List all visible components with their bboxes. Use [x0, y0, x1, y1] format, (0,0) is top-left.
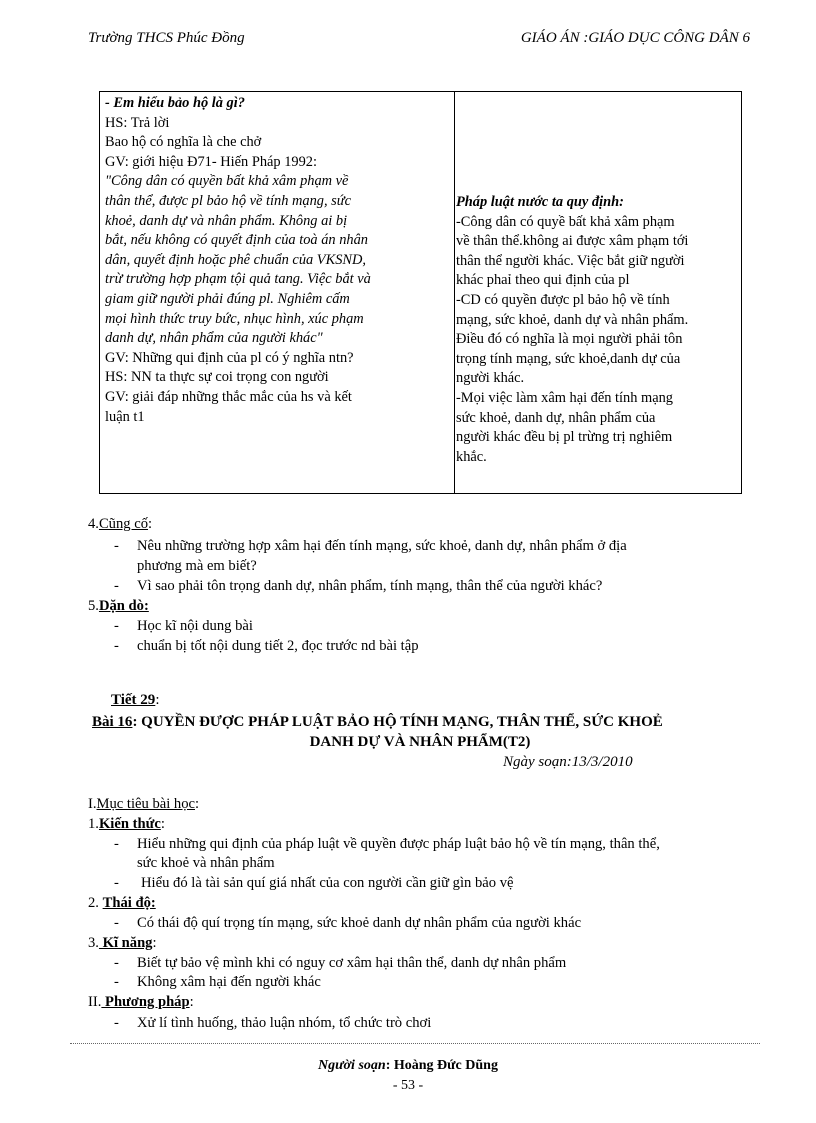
section-title: Dặn dò:	[98, 598, 149, 614]
bullet-dash: -	[114, 836, 119, 852]
text-line: mạng, sức khoẻ, danh dự và nhân phẩm.	[456, 311, 689, 328]
list-item: Nêu những trường hợp xâm hại đến tính mạng, sức khoẻ, danh dự, nhân phẩm ở địa	[137, 538, 627, 554]
bullet-dash: -	[114, 1015, 119, 1031]
list-item: Hiểu những qui định của pháp luật về quyền được pháp luật bảo hộ về tín mạng, thân thể,	[137, 836, 660, 852]
text-line: Bao hộ có nghĩa là che chở	[105, 134, 262, 151]
text-line: HS: Trả lời	[105, 114, 170, 131]
header-school: Trường THCS Phúc Đồng	[88, 30, 245, 46]
bullet-dash: -	[114, 955, 119, 971]
list-item: Xử lí tình huống, thảo luận nhóm, tổ chức trò chơi	[137, 1015, 432, 1031]
text-line: người khác đều bị pl trừng trị nghiêm	[456, 429, 673, 446]
section-cungco-heading: 4.Cũng cố:	[88, 516, 153, 532]
quote-line: thân thể, được pl bảo hộ về tính mạng, sức	[105, 192, 351, 209]
list-item: sức khoẻ và nhân phẩm	[137, 855, 275, 871]
list-item: Hiểu đó là tài sản quí giá nhất của con người cần giữ gìn bảo vệ	[141, 875, 514, 891]
lesson-title-line2: DANH DỰ VÀ NHÂN PHẨM(T2)	[309, 734, 531, 750]
text-line: người khác.	[456, 370, 525, 387]
content-column	[455, 92, 742, 494]
list-item: Không xâm hại đến người khác	[137, 974, 321, 990]
lesson-title-line1: Bài 16: QUYỀN ĐƯỢC PHÁP LUẬT BẢO HỘ TÍNH MẠNG, THÂN THỂ, SỨC KHOẺ	[92, 714, 663, 730]
section-title: Cũng cố	[98, 516, 149, 532]
header-subject: GIÁO ÁN :GIÁO DỤC CÔNG DÂN 6	[520, 30, 750, 46]
list-item: Biết tự bảo vệ mình khi có nguy cơ xâm hại thân thể, danh dự nhân phẩm	[137, 955, 567, 971]
prep-date: Ngày soạn:13/3/2010	[503, 754, 633, 770]
text-line: sức khoẻ, danh dự, nhân phẩm của	[456, 409, 656, 426]
method-heading: II. Phương pháp:	[88, 994, 194, 1010]
list-item: Có thái độ quí trọng tín mạng, sức khoẻ danh dự nhân phẩm của người khác	[137, 915, 582, 931]
text-line: GV: giới hiệu Đ71- Hiến Pháp 1992:	[105, 153, 317, 170]
text-line: luận t1	[105, 408, 145, 425]
text-line: HS: NN ta thực sự coi trọng con người	[105, 369, 329, 386]
bullet-dash: -	[114, 915, 119, 931]
law-heading: Pháp luật nước ta quy định:	[456, 194, 624, 210]
quote-line: bắt, nếu không có quyết định của toà án nhân	[105, 232, 368, 249]
text-line: -CD có quyền được pl bảo hộ về tính	[456, 291, 670, 308]
bullet-dash: -	[114, 538, 119, 554]
footer-divider	[70, 1043, 760, 1044]
question-line: - Em hiểu bảo hộ là gì?	[105, 95, 245, 111]
text-line: khác phaỉ theo qui định của pl	[456, 272, 630, 289]
text-line: trọng tính mạng, sức khoẻ,danh dự của	[456, 350, 681, 367]
quote-line: dân, quyết định hoặc phê chuẩn của VKSND,	[105, 251, 366, 268]
bullet-dash: -	[114, 578, 119, 594]
list-item: Học kĩ nội dung bài	[137, 618, 253, 634]
list-item: Vì sao phải tôn trọng danh dự, nhân phẩm, tính mạng, thân thể của người khác?	[137, 578, 603, 594]
text-line: Điều đó có nghĩa là mọi người phải tôn	[456, 331, 683, 348]
quote-line: trừ trường hợp phạm tội quả tang. Việc bắt và	[105, 271, 371, 288]
bullet-dash: -	[114, 638, 119, 654]
quote-line: khoẻ, danh dự và nhân phẩm. Không ai bị	[105, 212, 348, 229]
teacher-student-column	[100, 92, 455, 494]
text-line: thân thể người khác. Việc bắt giữ người	[456, 252, 685, 269]
quote-line: mọi hình thức truy bức, nhục hình, xúc phạm	[105, 310, 364, 327]
bullet-dash: -	[114, 974, 119, 990]
text-line: -Mọi việc làm xâm hại đến tính mạng	[456, 389, 674, 406]
section-dando-heading: 5.Dặn dò:	[88, 598, 149, 614]
bullet-dash: -	[114, 618, 119, 634]
quote-line: giam giữ người phải đúng pl. Nghiêm cấm	[105, 290, 350, 307]
skills-heading: 3. Kĩ năng:	[88, 935, 157, 951]
text-line: GV: Những qui định của pl có ý nghĩa ntn?	[105, 349, 354, 366]
quote-line: danh dự, nhân phẩm của người khác"	[105, 330, 323, 347]
footer-author: Người soạn: Hoàng Đức Dũng	[318, 1058, 498, 1073]
objectives-heading: I.Mục tiêu bài học:	[88, 796, 200, 812]
page-number: - 53 -	[392, 1078, 424, 1093]
knowledge-heading: 1.Kiến thức:	[88, 816, 165, 832]
text-line: về thân thể.không ai được xâm phạm tới	[456, 233, 689, 250]
quote-line: "Công dân có quyền bất khả xâm phạm về	[105, 173, 349, 190]
lesson-number: Tiết 29:	[111, 692, 160, 708]
list-item: chuẩn bị tốt nội dung tiết 2, đọc trước nd bài tập	[137, 638, 419, 654]
text-line: -Công dân có quyề bất khả xâm phạm	[456, 213, 675, 230]
lesson-table	[99, 91, 742, 494]
attitude-heading: 2. Thái độ:	[88, 895, 156, 911]
bullet-dash: -	[114, 875, 119, 891]
text-line: khắc.	[456, 448, 487, 465]
text-line: GV: giải đáp những thắc mắc của hs và kết	[105, 388, 352, 405]
list-item: phương mà em biết?	[137, 558, 257, 574]
